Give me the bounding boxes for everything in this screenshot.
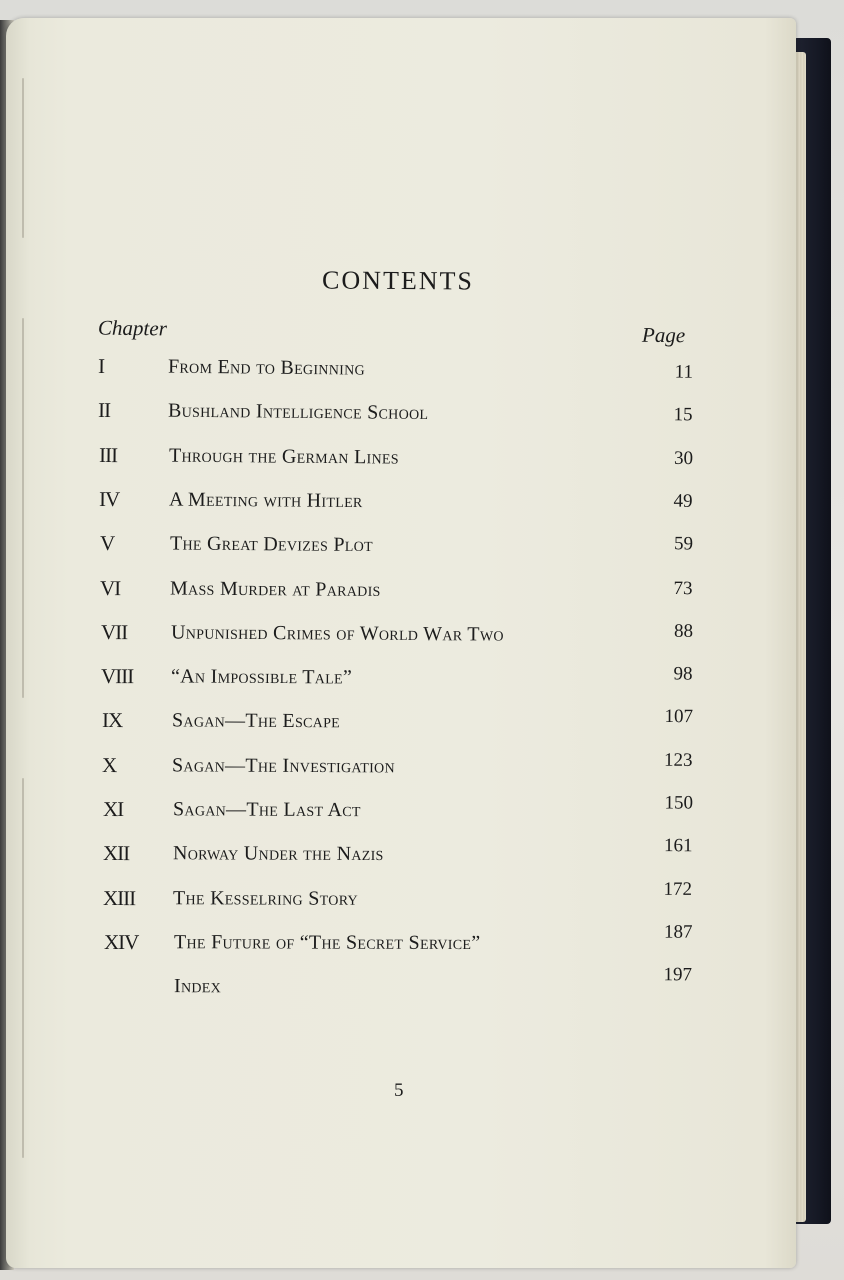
chapter-column-label: Chapter xyxy=(97,315,168,341)
chapter-title: Bushland Intelligence School xyxy=(168,399,429,425)
toc-entry xyxy=(99,443,719,478)
toc-entry xyxy=(104,964,724,1005)
chapter-title: The Future of “The Secret Service” xyxy=(173,931,481,954)
chapter-number: II xyxy=(98,398,111,423)
toc-entry xyxy=(101,620,721,654)
chapter-page-number: 123 xyxy=(664,749,693,771)
page-column-label: Page xyxy=(641,322,686,348)
page-number: 5 xyxy=(394,1080,404,1101)
chapter-page-number: 150 xyxy=(663,792,693,814)
chapter-title: The Kesselring Story xyxy=(173,886,359,910)
chapter-number: VI xyxy=(100,575,121,600)
chapter-title: “An Impossible Tale” xyxy=(171,665,353,689)
chapter-page-number: 172 xyxy=(663,878,693,900)
chapter-title: Sagan—The Escape xyxy=(171,709,340,733)
chapter-title: A Meeting with Hitler xyxy=(169,488,364,513)
chapter-number: IV xyxy=(99,486,120,512)
chapter-number: III xyxy=(98,442,118,467)
chapter-title: Unpunished Crimes of World War Two xyxy=(170,621,504,646)
chapter-title: The Great Devizes Plot xyxy=(169,532,373,557)
chapter-page-number: 161 xyxy=(663,835,693,857)
toc-entry xyxy=(102,708,722,741)
chapter-title: Through the German Lines xyxy=(168,444,399,469)
chapter-page-number: 107 xyxy=(664,706,693,728)
contents-title: CONTENTS xyxy=(322,265,474,296)
chapter-page-number: 59 xyxy=(673,533,693,556)
chapter-title: Norway Under the Nazis xyxy=(172,842,384,866)
chapter-page-number: 15 xyxy=(673,404,694,426)
toc-entry xyxy=(100,576,720,610)
toc-entry xyxy=(98,354,718,390)
chapter-number: VII xyxy=(100,619,127,644)
chapter-title: Mass Murder at Paradis xyxy=(170,576,381,601)
toc-entry xyxy=(98,398,718,434)
book-page xyxy=(6,18,796,1268)
chapter-number: I xyxy=(97,354,105,379)
chapter-page-number: 11 xyxy=(674,361,694,383)
chapter-page-number: 73 xyxy=(673,577,693,599)
chapter-page-number: 187 xyxy=(663,921,693,943)
toc-entry xyxy=(99,487,719,522)
chapter-number: IX xyxy=(101,708,122,733)
toc-entry xyxy=(103,878,723,918)
chapter-title: From End to Beginning xyxy=(167,355,366,380)
toc-entry xyxy=(102,792,722,830)
chapter-number: X xyxy=(102,752,117,777)
chapter-page-number: 197 xyxy=(663,964,693,986)
chapter-page-number: 88 xyxy=(673,620,693,642)
toc-entry xyxy=(102,749,722,786)
chapter-number: XIII xyxy=(103,885,136,910)
chapter-title: Index xyxy=(174,975,222,998)
chapter-number: XIV xyxy=(103,929,139,954)
chapter-number: XII xyxy=(102,841,130,866)
chapter-page-number: 98 xyxy=(673,663,693,685)
chapter-title: Sagan—The Last Act xyxy=(172,798,361,822)
chapter-page-number: 49 xyxy=(673,490,693,512)
chapter-number: XI xyxy=(102,797,123,822)
chapter-number: V xyxy=(99,531,115,556)
chapter-page-number: 30 xyxy=(673,447,693,469)
chapter-number: VIII xyxy=(101,664,134,689)
chapter-title: Sagan—The Investigation xyxy=(172,754,396,778)
toc-entry xyxy=(100,531,720,566)
toc-entry xyxy=(102,835,723,873)
toc-entry xyxy=(101,664,721,698)
toc-entry xyxy=(103,921,724,962)
